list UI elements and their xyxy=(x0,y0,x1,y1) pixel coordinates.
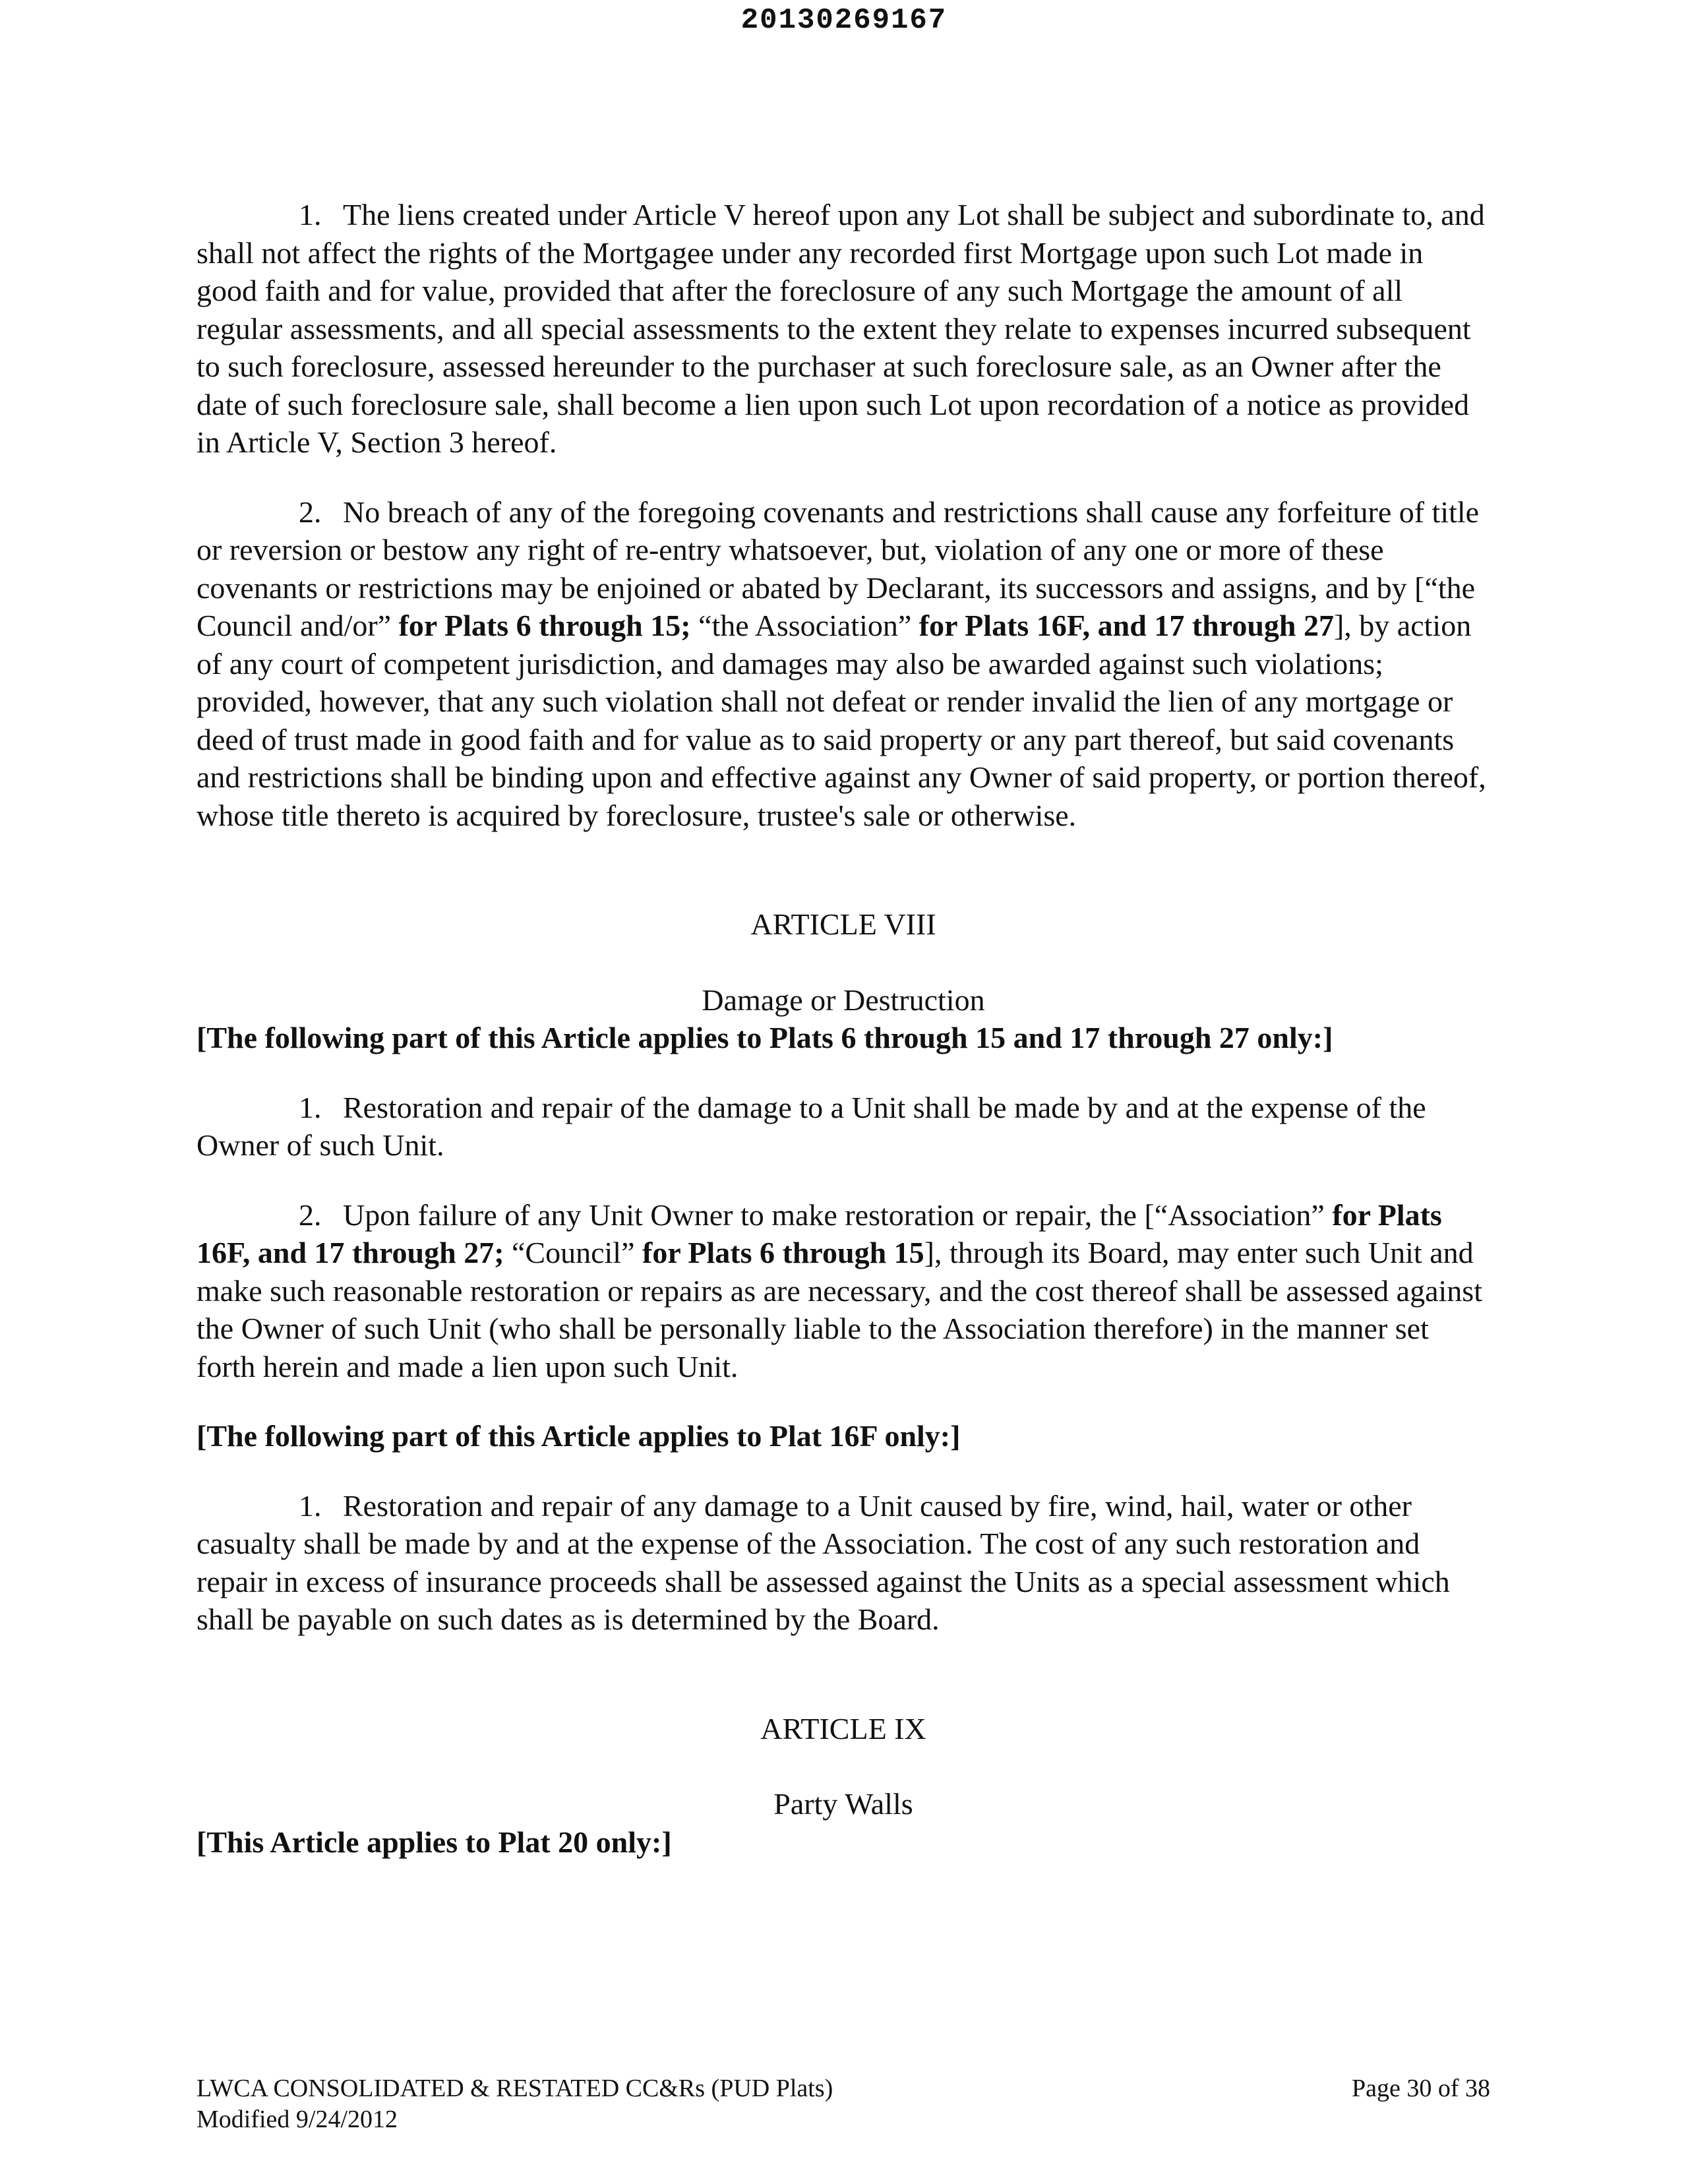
paragraph-number: 2. xyxy=(299,1198,322,1232)
paragraph-number: 1. xyxy=(299,1488,322,1523)
paragraph-text: “Council” xyxy=(512,1236,635,1269)
applies-note-plat-16f: [The following part of this Article applies to Plat 16F only:] xyxy=(196,1419,961,1453)
applies-note-plat-20: [This Article applies to Plat 20 only:] xyxy=(196,1825,672,1859)
page-number: Page 30 of 38 xyxy=(1351,2075,1490,2102)
article-viii-paragraph-3 xyxy=(196,1487,1490,1639)
paragraph-text: ], by action of any court of competent jurisdiction, and damages may also be awarded against such violations; provided, however, that any such violation shall not defeat or render invalid the lien of any mortgage or deed of trust made in good faith and for value as to said property or any part thereof, but said covenants and restrictions shall be binding upon and effective against any Owner of said property, or portion thereof, whose title thereto is acquired by foreclosure, trustee's sale or otherwise. xyxy=(196,609,1486,832)
paragraph-number: 2. xyxy=(299,495,322,529)
applies-note-plats-6-27: [The following part of this Article applies to Plats 6 through 15 and 17 through 27 only:] xyxy=(196,1021,1333,1054)
bold-plat-reference: for Plats 16F, and 17 through 27; xyxy=(196,1198,1442,1269)
bold-plat-reference: for Plats 6 through 15 xyxy=(642,1236,924,1269)
paragraph-text: Upon failure of any Unit Owner to make restoration or repair, the [“Association” xyxy=(343,1198,1325,1232)
paragraph-text: Restoration and repair of the damage to a Unit shall be made by and at the expense of the Owner of such Unit. xyxy=(196,1090,1426,1162)
bold-plat-reference: for Plats 6 through 15; xyxy=(398,609,691,642)
paragraph-text: Restoration and repair of any damage to a Unit caused by fire, wind, hail, water or other casualty shall be made by and at the expense of the Association. The cost of any such restoration and repair in excess of insurance proceeds shall be assessed against the Units as a special assessment which shall be payable on such dates as is determined by the Board. xyxy=(196,1488,1450,1636)
article-viii-paragraph-1 xyxy=(196,1089,1490,1165)
article-viii-title: Damage or Destruction xyxy=(702,983,985,1017)
article-viii-paragraph-2 xyxy=(196,1196,1490,1386)
document-body xyxy=(196,196,1490,1861)
bold-plat-reference: for Plats 16F, and 17 through 27 xyxy=(919,609,1334,642)
paragraph-text: No breach of any of the foregoing covenants and restrictions shall cause any forfeiture of title or reversion or bestow any right of re-entry whatsoever, but, violation of any one or more of these covenants or restrictions may be enjoined or abated by Declarant, its successors and assigns, and by [“the Council and/or” xyxy=(196,495,1480,642)
footer-left xyxy=(196,2073,833,2135)
paragraph-text: The liens created under Article V hereof upon any Lot shall be subject and subordinate to, and shall not affect the rights of the Mortgagee under any recorded first Mortgage upon such Lot made in good faith and for value, provided that after the foreclosure of any such Mortgage the amount of all regular assessments, and all special assessments to the extent they relate to expenses incurred subsequent to such foreclosure, assessed hereunder to the purchaser at such foreclosure sale, as an Owner after the date of such foreclosure sale, shall become a lien upon such Lot upon recordation of a notice as provided in Article V, Section 3 hereof. xyxy=(196,198,1485,459)
article-vii-paragraph-1 xyxy=(196,196,1490,462)
article-ix-title: Party Walls xyxy=(773,1787,913,1821)
article-vii-paragraph-2 xyxy=(196,493,1490,835)
paragraph-number: 1. xyxy=(299,1090,322,1124)
footer-modified-date: Modified 9/24/2012 xyxy=(196,2106,398,2133)
footer-document-title: LWCA CONSOLIDATED & RESTATED CC&Rs (PUD Plats) xyxy=(196,2075,833,2102)
recording-number: 20130269167 xyxy=(740,4,948,37)
paragraph-text: ], through its Board, may enter such Unit and make such reasonable restoration or repairs as are necessary, and the cost thereof shall be assessed against the Owner of such Unit (who shall be personally liable to the Association therefore) in the manner set forth herein and made a lien upon such Unit. xyxy=(196,1236,1482,1383)
paragraph-number: 1. xyxy=(299,198,322,231)
article-ix-heading: ARTICLE IX xyxy=(760,1711,926,1745)
paragraph-text: “the Association” xyxy=(698,609,912,642)
article-viii-heading: ARTICLE VIII xyxy=(750,907,936,941)
